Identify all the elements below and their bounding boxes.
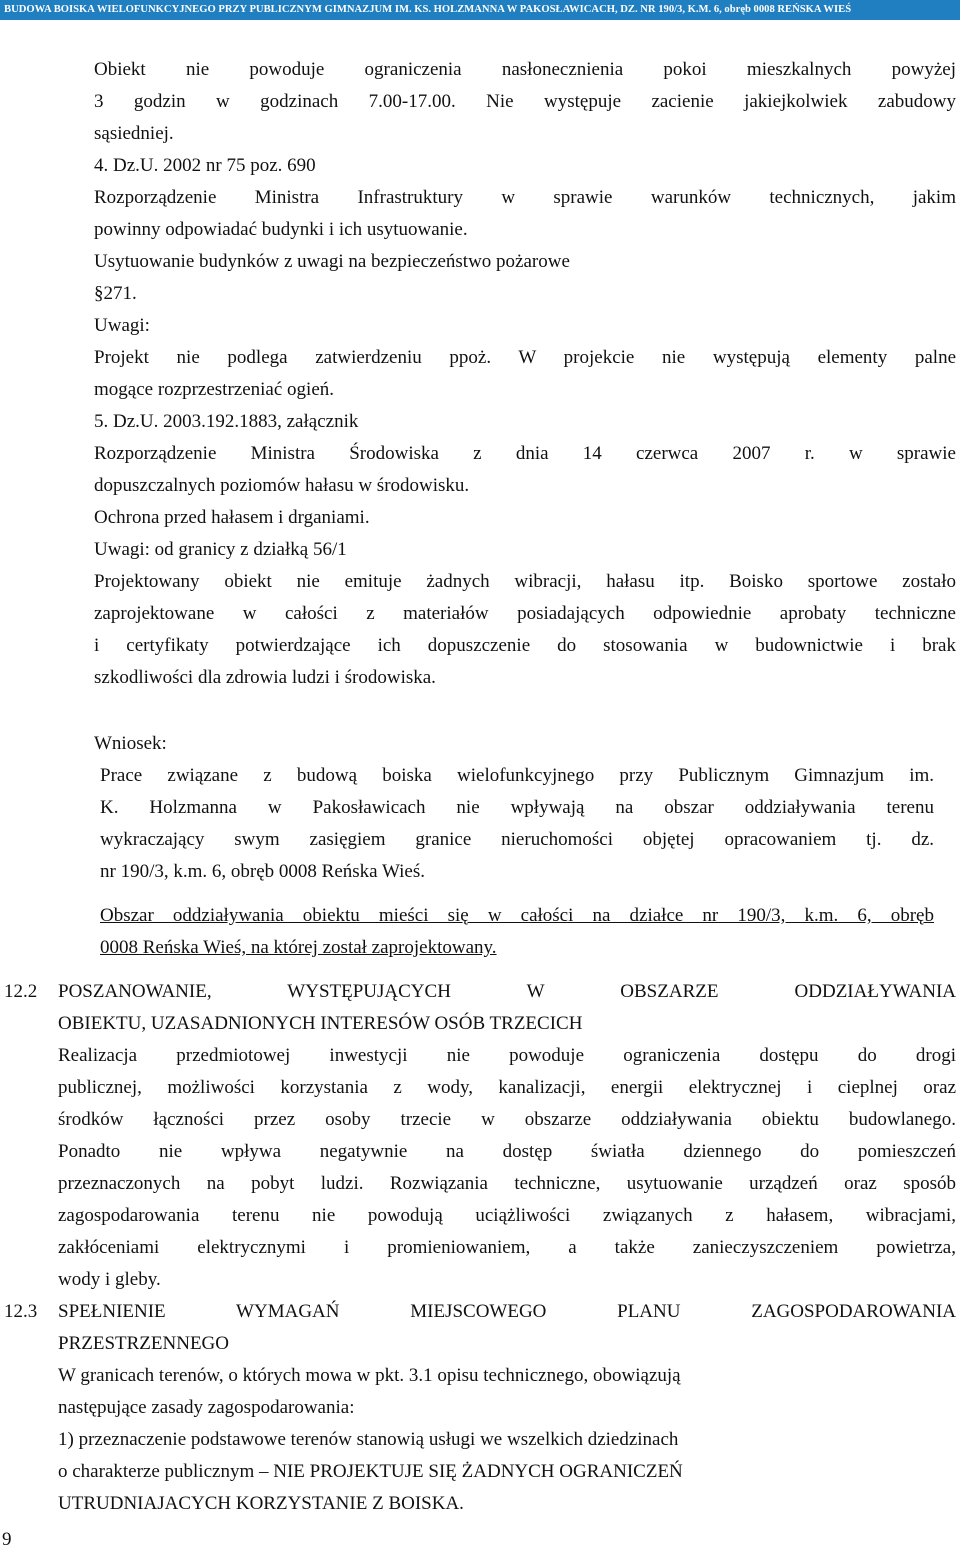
document-header-text: BUDOWA BOISKA WIELOFUNKCYJNEGO PRZY PUBLICZNYM GIMNAZJUM IM. KS. HOLZMANNA W PAKOSŁAWICACH, DZ. NR 190/3, K.M. 6, obręb 0008 REŃSKA WIEŚ xyxy=(4,4,852,15)
text-line: Usytuowanie budynków z uwagi na bezpieczeństwo pożarowe xyxy=(94,251,570,272)
text-line: powinny odpowiadać budynki i ich usytuowanie. xyxy=(94,219,468,240)
underlined-text-line: Obszar oddziaływania obiektu mieści się w całości na działce nr 190/3, k.m. 6, obręb xyxy=(100,905,934,926)
text-line: Obiekt nie powoduje ograniczenia nasłonecznienia pokoi mieszkalnych powyżej xyxy=(94,59,956,80)
text-line: i certyfikaty potwierdzające ich dopuszczenie do stosowania w budownictwie i brak xyxy=(94,635,956,656)
section-heading: OBIEKTU, UZASADNIONYCH INTERESÓW OSÓB TRZECICH xyxy=(58,1013,583,1034)
text-line: Uwagi: xyxy=(94,315,150,336)
text-line: §271. xyxy=(94,283,137,304)
section-heading: POSZANOWANIE, WYSTĘPUJĄCYCH W OBSZARZE ODDZIAŁYWANIA xyxy=(58,981,956,1002)
text-line: środków łączności przez osoby trzecie w obszarze oddziaływania obiektu budowlanego. xyxy=(58,1109,956,1130)
text-line: Uwagi: od granicy z działką 56/1 xyxy=(94,539,347,560)
underlined-text-line: 0008 Reńska Wieś, na której został zaprojektowany. xyxy=(100,937,497,958)
text-line: Rozporządzenie Ministra Środowiska z dnia 14 czerwca 2007 r. w sprawie xyxy=(94,443,956,464)
text-line: 1) przeznaczenie podstawowe terenów stanowią usługi we wszelkich dziedzinach xyxy=(58,1429,679,1450)
text-line: następujące zasady zagospodarowania: xyxy=(58,1397,355,1418)
list-item-number: 5. Dz.U. 2003.192.1883, załącznik xyxy=(94,411,359,432)
section-heading: PRZESTRZENNEGO xyxy=(58,1333,229,1354)
text-line: zakłóceniami elektrycznymi i promieniowaniem, a także zanieczyszczeniem powietrza, xyxy=(58,1237,956,1258)
text-line: Ochrona przed hałasem i drganiami. xyxy=(94,507,370,528)
text-line: Realizacja przedmiotowej inwestycji nie powoduje ograniczenia dostępu do drogi xyxy=(58,1045,956,1066)
text-line: wody i gleby. xyxy=(58,1269,161,1290)
text-line: publicznej, możliwości korzystania z wody, kanalizacji, energii elektrycznej i cieplnej oraz xyxy=(58,1077,956,1098)
document-header-bar xyxy=(0,0,960,20)
section-heading: SPEŁNIENIE WYMAGAŃ MIEJSCOWEGO PLANU ZAGOSPODAROWANIA xyxy=(58,1301,956,1322)
section-number: 12.2 xyxy=(4,981,38,1002)
text-line: Prace związane z budową boiska wielofunkcyjnego przy Publicznym Gimnazjum im. xyxy=(100,765,934,786)
text-line: Ponadto nie wpływa negatywnie na dostęp światła dziennego do pomieszczeń xyxy=(58,1141,956,1162)
conclusion-heading: Wniosek: xyxy=(94,733,167,754)
text-line: o charakterze publicznym – NIE PROJEKTUJE SIĘ ŻADNYCH OGRANICZEŃ xyxy=(58,1461,683,1482)
text-line: Rozporządzenie Ministra Infrastruktury w sprawie warunków technicznych, jakim xyxy=(94,187,956,208)
text-line: wykraczający swym zasięgiem granice nieruchomości objętej opracowaniem tj. dz. xyxy=(100,829,934,850)
text-line: Projekt nie podlega zatwierdzeniu ppoż. W projekcie nie występują elementy palne xyxy=(94,347,956,368)
text-line: nr 190/3, k.m. 6, obręb 0008 Reńska Wieś. xyxy=(100,861,426,882)
text-line: mogące rozprzestrzeniać ogień. xyxy=(94,379,335,400)
page-number: 9 xyxy=(2,1529,12,1550)
text-line: W granicach terenów, o których mowa w pkt. 3.1 opisu technicznego, obowiązują xyxy=(58,1365,681,1386)
text-line: dopuszczalnych poziomów hałasu w środowisku. xyxy=(94,475,470,496)
text-line: zagospodarowania terenu nie powodują uciążliwości związanych z hałasem, wibracjami, xyxy=(58,1205,956,1226)
text-line: przeznaczonych na pobyt ludzi. Rozwiązania techniczne, usytuowanie urządzeń oraz sposób xyxy=(58,1173,956,1194)
text-line: 3 godzin w godzinach 7.00-17.00. Nie występuje zacienie jakiejkolwiek zabudowy xyxy=(94,91,956,112)
text-line: szkodliwości dla zdrowia ludzi i środowiska. xyxy=(94,667,436,688)
text-line: sąsiedniej. xyxy=(94,123,174,144)
text-line: K. Holzmanna w Pakosławicach nie wpływają na obszar oddziaływania terenu xyxy=(100,797,934,818)
text-line: Projektowany obiekt nie emituje żadnych wibracji, hałasu itp. Boisko sportowe zostało xyxy=(94,571,956,592)
text-line: zaprojektowane w całości z materiałów posiadających odpowiednie aprobaty techniczne xyxy=(94,603,956,624)
section-number: 12.3 xyxy=(4,1301,38,1322)
list-item-number: 4. Dz.U. 2002 nr 75 poz. 690 xyxy=(94,155,316,176)
text-line: UTRUDNIAJACYCH KORZYSTANIE Z BOISKA. xyxy=(58,1493,464,1514)
